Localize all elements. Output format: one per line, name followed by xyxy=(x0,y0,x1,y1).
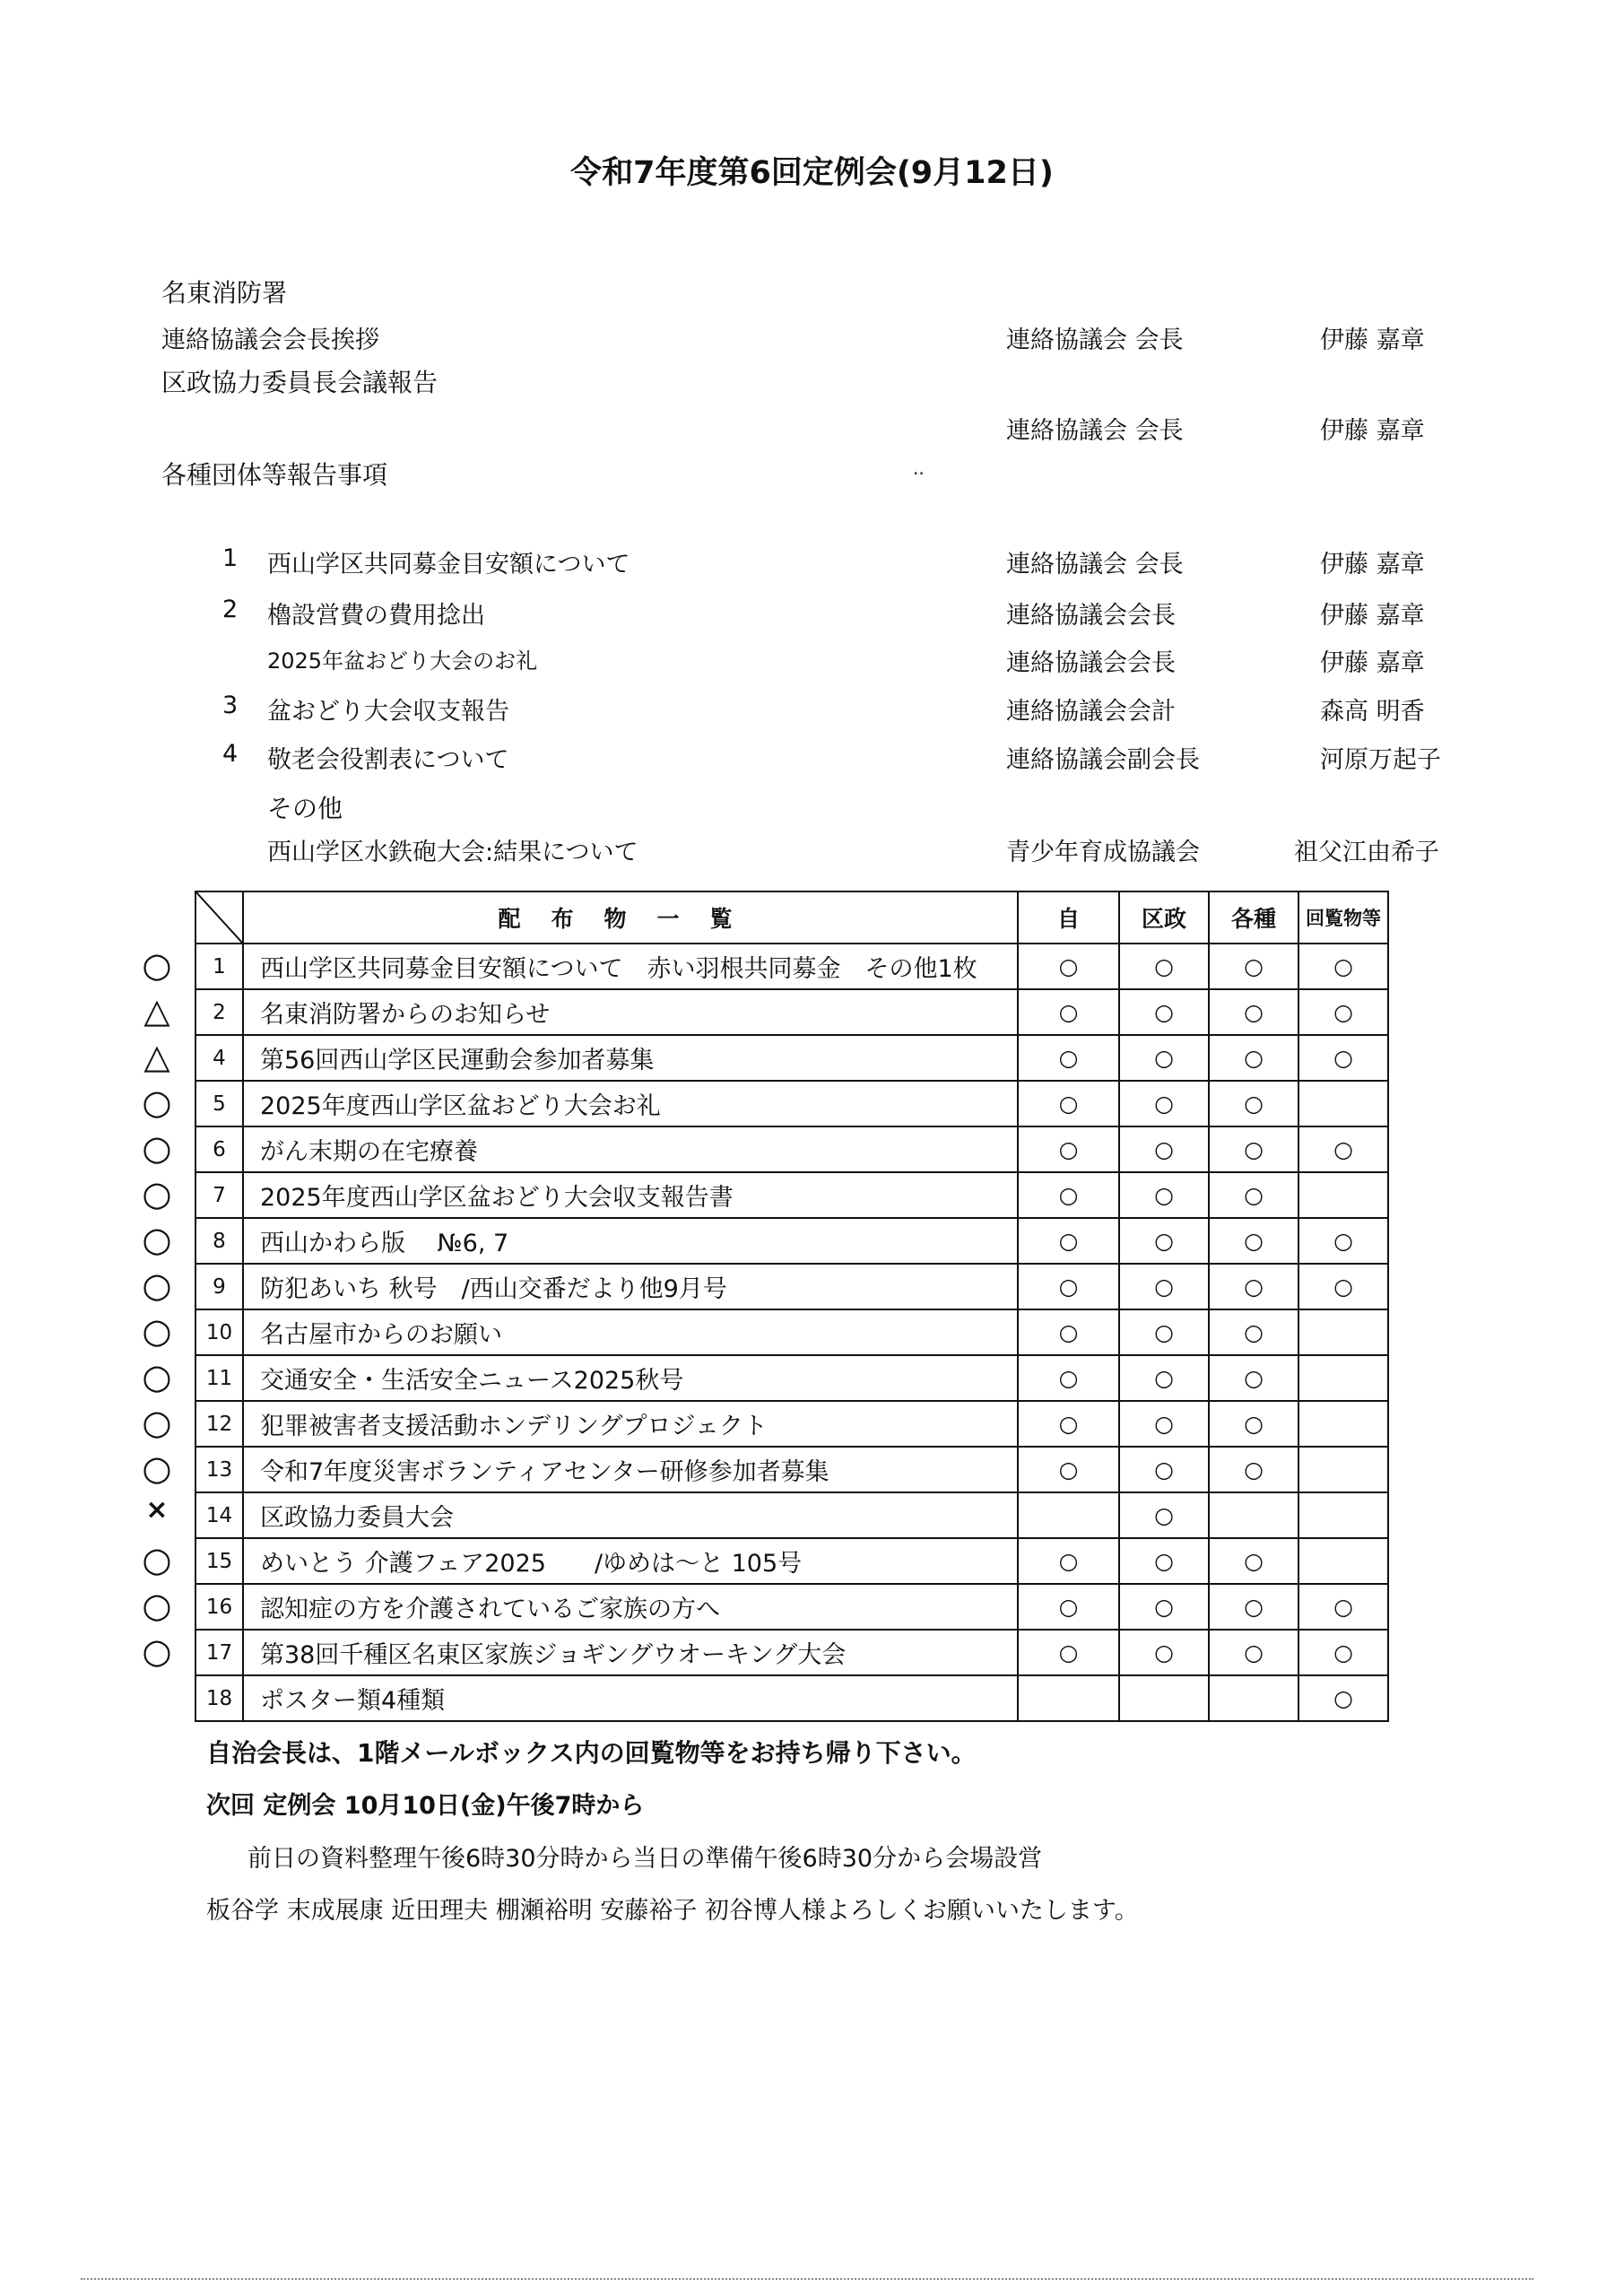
side-mark: ○ xyxy=(142,1174,172,1213)
mark-ward: ○ xyxy=(1119,1035,1209,1081)
report-item-text: 西山学区共同募金目安額について xyxy=(267,551,630,578)
mark-circular: ○ xyxy=(1298,1218,1388,1264)
row-number: 9 xyxy=(195,1264,243,1309)
section-fire-station: 名東消防署 xyxy=(161,278,288,308)
row-number: 2 xyxy=(195,989,243,1035)
mark-various: ○ xyxy=(1209,1309,1298,1355)
mark-ward: ○ xyxy=(1119,944,1209,989)
row-number: 15 xyxy=(195,1538,243,1584)
mark-circular: ○ xyxy=(1298,1630,1388,1675)
row-title: 犯罪被害者支援活動ホンデリングプロジェクト xyxy=(243,1401,1018,1447)
report-item-text: 敬老会役割表について xyxy=(267,746,509,774)
row-title: 防犯あいち 秋号 /西山交番だより他9月号 xyxy=(243,1264,1018,1309)
row-title: 令和7年度災害ボランティアセンター研修参加者募集 xyxy=(243,1447,1018,1492)
side-mark: ○ xyxy=(142,1448,172,1488)
distribution-row xyxy=(195,989,1388,1035)
row-title: 第56回西山学区民運動会参加者募集 xyxy=(243,1035,1018,1081)
distribution-table xyxy=(195,891,1389,1722)
side-mark: ○ xyxy=(142,1265,172,1305)
mark-circular: ○ xyxy=(1298,1264,1388,1309)
side-mark: △ xyxy=(143,991,170,1031)
row-title: 名古屋市からのお願い xyxy=(243,1309,1018,1355)
side-mark: ○ xyxy=(142,1540,172,1579)
mark-ward: ○ xyxy=(1119,1264,1209,1309)
mark-various: ○ xyxy=(1209,1630,1298,1675)
mark-ward: ○ xyxy=(1119,1584,1209,1630)
mark-various xyxy=(1209,1492,1298,1538)
mark-various: ○ xyxy=(1209,944,1298,989)
mark-self: ○ xyxy=(1018,989,1119,1035)
mark-self: ○ xyxy=(1018,1538,1119,1584)
mark-ward: ○ xyxy=(1119,1218,1209,1264)
distribution-row xyxy=(195,1035,1388,1081)
mark-ward: ○ xyxy=(1119,1630,1209,1675)
mark-self: ○ xyxy=(1018,1218,1119,1264)
header-col-circular: 回覧物等 xyxy=(1298,891,1388,944)
report-item-text: 櫓設営費の費用捻出 xyxy=(267,602,485,630)
mark-ward: ○ xyxy=(1119,1126,1209,1172)
row-number: 10 xyxy=(195,1309,243,1355)
other-item-text: 西山学区水鉄砲大会:結果について xyxy=(267,839,638,866)
row-number: 8 xyxy=(195,1218,243,1264)
greeting-role: 連絡協議会 会長 xyxy=(1006,326,1184,354)
side-mark: ○ xyxy=(142,1357,172,1396)
mark-various xyxy=(1209,1675,1298,1721)
report-item-name: 森高 明香 xyxy=(1320,698,1425,726)
row-title: 認知症の方を介護されているご家族の方へ xyxy=(243,1584,1018,1630)
stray-mark: .. xyxy=(913,457,925,479)
mark-circular xyxy=(1298,1355,1388,1401)
mark-self: ○ xyxy=(1018,1447,1119,1492)
row-number: 18 xyxy=(195,1675,243,1721)
report-item-role: 連絡協議会副会長 xyxy=(1006,746,1200,774)
other-item-name: 祖父江由希子 xyxy=(1294,839,1439,866)
ward-report-name: 伊藤 嘉章 xyxy=(1320,417,1425,445)
mark-ward: ○ xyxy=(1119,1401,1209,1447)
report-item-num: 3 xyxy=(222,691,239,719)
side-mark: ○ xyxy=(142,1403,172,1442)
mark-ward: ○ xyxy=(1119,1081,1209,1126)
row-number: 7 xyxy=(195,1172,243,1218)
mark-various: ○ xyxy=(1209,1355,1298,1401)
side-mark: ○ xyxy=(142,1311,172,1351)
row-number: 16 xyxy=(195,1584,243,1630)
mark-self: ○ xyxy=(1018,1172,1119,1218)
mark-various: ○ xyxy=(1209,1218,1298,1264)
side-mark: ○ xyxy=(142,1586,172,1625)
mark-self: ○ xyxy=(1018,944,1119,989)
mark-circular xyxy=(1298,1447,1388,1492)
mark-circular: ○ xyxy=(1298,989,1388,1035)
mark-circular xyxy=(1298,1172,1388,1218)
page-title: 令和7年度第6回定例会(9月12日) xyxy=(570,155,1054,191)
mark-circular xyxy=(1298,1309,1388,1355)
distribution-row xyxy=(195,1630,1388,1675)
mark-self xyxy=(1018,1675,1119,1721)
row-number: 4 xyxy=(195,1035,243,1081)
row-title: 第38回千種区名東区家族ジョギングウオーキング大会 xyxy=(243,1630,1018,1675)
side-mark: ○ xyxy=(142,1083,172,1122)
mark-ward: ○ xyxy=(1119,989,1209,1035)
footer-next-meeting: 次回 定例会 10月10日(金)午後7時から xyxy=(206,1792,645,1820)
row-number: 1 xyxy=(195,944,243,989)
row-number: 17 xyxy=(195,1630,243,1675)
mark-various: ○ xyxy=(1209,1538,1298,1584)
ward-report-role: 連絡協議会 会長 xyxy=(1006,417,1184,445)
distribution-row xyxy=(195,1538,1388,1584)
mark-various: ○ xyxy=(1209,1035,1298,1081)
mark-various: ○ xyxy=(1209,1126,1298,1172)
mark-circular: ○ xyxy=(1298,1035,1388,1081)
bottom-dotted-line xyxy=(81,2278,1533,2280)
side-mark: ○ xyxy=(142,945,172,985)
section-ward-report: 区政協力委員長会議報告 xyxy=(161,368,439,397)
header-col-self: 自 xyxy=(1018,891,1119,944)
report-item-name: 伊藤 嘉章 xyxy=(1320,649,1425,677)
distribution-row xyxy=(195,944,1388,989)
distribution-row xyxy=(195,1126,1388,1172)
row-title: 名東消防署からのお知らせ xyxy=(243,989,1018,1035)
report-item-name: 伊藤 嘉章 xyxy=(1320,602,1425,630)
mark-various: ○ xyxy=(1209,1172,1298,1218)
report-item-num: 2 xyxy=(222,596,239,623)
mark-self: ○ xyxy=(1018,1355,1119,1401)
mark-self: ○ xyxy=(1018,1081,1119,1126)
greeting-text: 連絡協議会会長挨拶 xyxy=(161,326,379,354)
mark-various: ○ xyxy=(1209,1264,1298,1309)
distribution-row xyxy=(195,1309,1388,1355)
row-title: 区政協力委員大会 xyxy=(243,1492,1018,1538)
row-number: 11 xyxy=(195,1355,243,1401)
row-title: 2025年度西山学区盆おどり大会お礼 xyxy=(243,1081,1018,1126)
mark-various: ○ xyxy=(1209,1447,1298,1492)
report-item-name: 伊藤 嘉章 xyxy=(1320,551,1425,578)
mark-circular: ○ xyxy=(1298,1126,1388,1172)
header-diagonal-cell xyxy=(195,891,243,944)
other-item-role: 青少年育成協議会 xyxy=(1006,839,1200,866)
distribution-row xyxy=(195,1355,1388,1401)
mark-self: ○ xyxy=(1018,1401,1119,1447)
distribution-row xyxy=(195,1081,1388,1126)
distribution-row xyxy=(195,1447,1388,1492)
side-mark: ○ xyxy=(142,1220,172,1259)
row-title: 交通安全・生活安全ニュース2025秋号 xyxy=(243,1355,1018,1401)
mark-self: ○ xyxy=(1018,1035,1119,1081)
header-col-ward: 区政 xyxy=(1119,891,1209,944)
row-number: 5 xyxy=(195,1081,243,1126)
mark-ward: ○ xyxy=(1119,1355,1209,1401)
mark-ward: ○ xyxy=(1119,1538,1209,1584)
report-item-text: 盆おどり大会収支報告 xyxy=(267,698,509,726)
mark-self: ○ xyxy=(1018,1584,1119,1630)
header-col-various: 各種 xyxy=(1209,891,1298,944)
report-item-role: 連絡協議会会長 xyxy=(1006,602,1176,630)
mark-self: ○ xyxy=(1018,1264,1119,1309)
report-item-role: 連絡協議会会計 xyxy=(1006,698,1176,726)
mark-self: ○ xyxy=(1018,1126,1119,1172)
row-number: 12 xyxy=(195,1401,243,1447)
mark-circular xyxy=(1298,1401,1388,1447)
row-title: 西山かわら版 №6, 7 xyxy=(243,1218,1018,1264)
report-item-name: 河原万起子 xyxy=(1320,746,1441,774)
header-title: 配布物一覧 xyxy=(243,891,1018,944)
mark-various: ○ xyxy=(1209,1584,1298,1630)
distribution-row xyxy=(195,1492,1388,1538)
footer-prep: 前日の資料整理午後6時30分時から当日の準備午後6時30分から会場設営 xyxy=(248,1845,1043,1873)
report-item-role: 連絡協議会 会長 xyxy=(1006,551,1184,578)
row-title: 2025年度西山学区盆おどり大会収支報告書 xyxy=(243,1172,1018,1218)
distribution-row xyxy=(195,1675,1388,1721)
mark-ward: ○ xyxy=(1119,1447,1209,1492)
mark-ward xyxy=(1119,1675,1209,1721)
distribution-row xyxy=(195,1264,1388,1309)
distribution-header-row xyxy=(195,891,1388,944)
distribution-row xyxy=(195,1401,1388,1447)
row-title: 西山学区共同募金目安額について 赤い羽根共同募金 その他1枚 xyxy=(243,944,1018,989)
mark-self xyxy=(1018,1492,1119,1538)
row-number: 14 xyxy=(195,1492,243,1538)
row-title: めいとう 介護フェア2025 /ゆめは～と 105号 xyxy=(243,1538,1018,1584)
mark-circular: ○ xyxy=(1298,944,1388,989)
mark-circular: ○ xyxy=(1298,1675,1388,1721)
report-item-num: 1 xyxy=(222,544,239,572)
mark-various: ○ xyxy=(1209,1081,1298,1126)
greeting-name: 伊藤 嘉章 xyxy=(1320,326,1425,354)
mark-self: ○ xyxy=(1018,1309,1119,1355)
row-title: ポスター類4種類 xyxy=(243,1675,1018,1721)
distribution-row xyxy=(195,1218,1388,1264)
report-item-role: 連絡協議会会長 xyxy=(1006,649,1176,677)
mark-circular xyxy=(1298,1081,1388,1126)
other-label: その他 xyxy=(267,794,343,823)
mark-circular xyxy=(1298,1492,1388,1538)
footer-notice: 自治会長は、1階メールボックス内の回覧物等をお持ち帰り下さい。 xyxy=(206,1738,977,1768)
distribution-row xyxy=(195,1584,1388,1630)
mark-circular xyxy=(1298,1538,1388,1584)
row-number: 6 xyxy=(195,1126,243,1172)
section-groups-report: 各種団体等報告事項 xyxy=(161,460,388,490)
side-mark: × xyxy=(145,1494,169,1526)
row-title: がん末期の在宅療養 xyxy=(243,1126,1018,1172)
report-item-num: 4 xyxy=(222,740,239,768)
footer-names: 板谷学 末成展康 近田理夫 棚瀬裕明 安藤裕子 初谷博人様よろしくお願いいたします。 xyxy=(206,1897,1139,1925)
mark-ward: ○ xyxy=(1119,1172,1209,1218)
mark-self: ○ xyxy=(1018,1630,1119,1675)
mark-ward: ○ xyxy=(1119,1309,1209,1355)
mark-ward: ○ xyxy=(1119,1492,1209,1538)
row-number: 13 xyxy=(195,1447,243,1492)
mark-various: ○ xyxy=(1209,1401,1298,1447)
report-item-text: 2025年盆おどり大会のお礼 xyxy=(267,648,538,674)
mark-various: ○ xyxy=(1209,989,1298,1035)
distribution-row xyxy=(195,1172,1388,1218)
side-mark: ○ xyxy=(142,1128,172,1168)
side-mark: ○ xyxy=(142,1631,172,1671)
mark-circular: ○ xyxy=(1298,1584,1388,1630)
side-mark: △ xyxy=(143,1037,170,1076)
